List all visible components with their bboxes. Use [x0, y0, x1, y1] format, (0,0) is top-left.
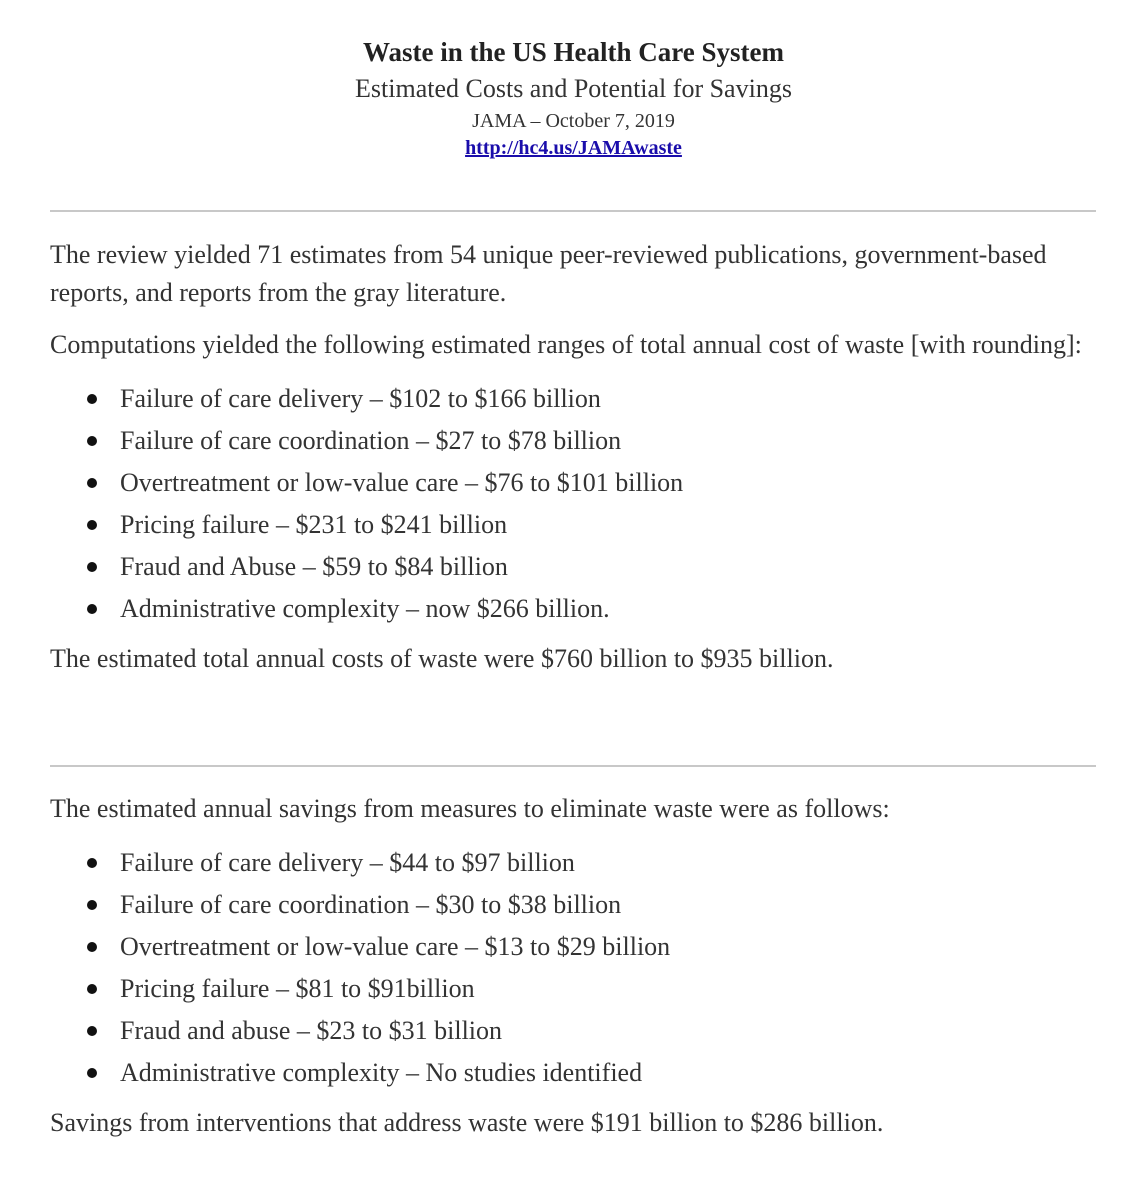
page-subtitle: Estimated Costs and Potential for Savings [355, 74, 792, 103]
list-item [50, 462, 1110, 504]
bullet-icon [87, 394, 97, 404]
list-item-text: Pricing failure – $81 to $91billion [120, 974, 475, 1003]
list-item-text: Overtreatment or low-value care – $13 to $29 billion [120, 932, 671, 961]
bullet-icon [87, 942, 97, 952]
bullet-icon [87, 1026, 97, 1036]
page-title: Waste in the US Health Care System [363, 37, 784, 67]
list-item [50, 378, 1110, 420]
savings-section [50, 790, 1110, 1142]
list-item [50, 420, 1110, 462]
review-intro-paragraph: The review yielded 71 estimates from 54 unique peer-reviewed publications, government-based reports, and reports from the gray literature. [50, 240, 1047, 307]
list-item-text: Administrative complexity – No studies identified [120, 1058, 643, 1087]
bullet-icon [87, 900, 97, 910]
costs-lead-paragraph: Computations yielded the following estimated ranges of total annual cost of waste [with rounding]: [50, 330, 1082, 359]
costs-list [50, 378, 1110, 630]
savings-lead-paragraph: The estimated annual savings from measures to eliminate waste were as follows: [50, 794, 890, 823]
list-item-text: Administrative complexity – now $266 billion. [120, 594, 610, 623]
bullet-icon [87, 858, 97, 868]
divider-middle [50, 765, 1096, 767]
list-item-text: Overtreatment or low-value care – $76 to $101 billion [120, 468, 684, 497]
list-item-text: Pricing failure – $231 to $241 billion [120, 510, 508, 539]
bullet-icon [87, 604, 97, 614]
list-item [50, 842, 1110, 884]
list-item [50, 588, 1110, 630]
costs-total-paragraph: The estimated total annual costs of waste were $760 billion to $935 billion. [50, 644, 834, 673]
bullet-icon [87, 478, 97, 488]
list-item-text: Failure of care coordination – $27 to $78 billion [120, 426, 622, 455]
list-item [50, 884, 1110, 926]
divider-top [50, 210, 1096, 212]
list-item [50, 1010, 1110, 1052]
savings-total-paragraph: Savings from interventions that address waste were $191 billion to $286 billion. [50, 1108, 884, 1137]
list-item-text: Failure of care coordination – $30 to $38 billion [120, 890, 622, 919]
list-item-text: Failure of care delivery – $102 to $166 billion [120, 384, 601, 413]
list-item [50, 926, 1110, 968]
bullet-icon [87, 520, 97, 530]
document-header [0, 34, 1147, 162]
savings-list [50, 842, 1110, 1094]
list-item-text: Fraud and Abuse – $59 to $84 billion [120, 552, 508, 581]
list-item [50, 1052, 1110, 1094]
source-citation: JAMA – October 7, 2019 [472, 110, 675, 132]
bullet-icon [87, 984, 97, 994]
bullet-icon [87, 1068, 97, 1078]
list-item-text: Failure of care delivery – $44 to $97 billion [120, 848, 575, 877]
bullet-icon [87, 562, 97, 572]
list-item [50, 504, 1110, 546]
source-link[interactable]: http://hc4.us/JAMAwaste [465, 137, 682, 159]
list-item [50, 546, 1110, 588]
list-item [50, 968, 1110, 1010]
list-item-text: Fraud and abuse – $23 to $31 billion [120, 1016, 503, 1045]
costs-section [50, 236, 1110, 678]
bullet-icon [87, 436, 97, 446]
